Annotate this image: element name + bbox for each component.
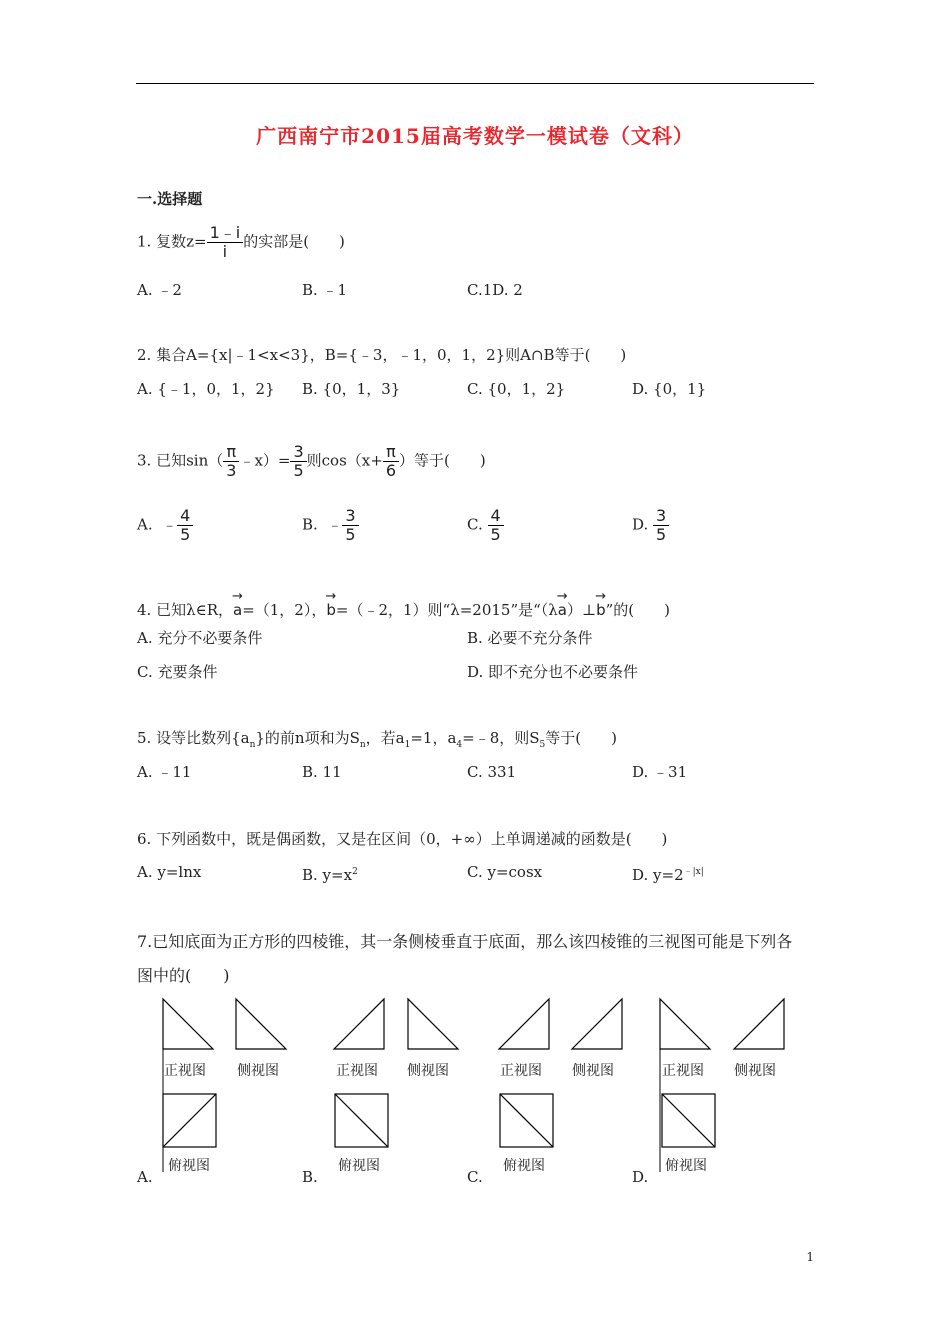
figure-c-front-view [495, 997, 555, 1057]
q7-option-a: A. [137, 1168, 153, 1186]
q2-option-a: A. {﹣1，0，1，2} [137, 380, 275, 398]
q2-option-b: B. {0，1，3} [302, 380, 401, 398]
fraction: $\frac{3}{5}$ [342, 507, 358, 544]
label-side-view: 侧视图 [572, 1063, 614, 1079]
vector-b: → b [326, 596, 336, 620]
figure-b-top-view [332, 1092, 392, 1152]
question-2-stem: 2. 集合A={x|﹣1<x<3}，B={﹣3，﹣1，0，1，2}则A∩B等于( ) [137, 346, 627, 364]
figure-d-side-view [730, 997, 790, 1057]
triangle-shape [499, 999, 549, 1049]
question-7-line-2: 图中的( ) [137, 966, 230, 985]
q6-option-d: D. $y=2^{﹣|x|}$ [632, 866, 704, 884]
triangle-shape [236, 999, 286, 1049]
question-3-stem: 3. 已知sin（ $\frac{\pi}{3}$ ﹣x）= $\frac{3}{5}$ 则cos（x+ $\frac{\pi}{6}$ ）等于( ) [137, 442, 486, 480]
q6-option-c: C. y=cosx [467, 863, 543, 881]
question-1-stem: 1. 复数z= $\frac{1﹣i}{i}$ 的实部是( ) [137, 223, 345, 261]
label-front-view: 正视图 [662, 1063, 704, 1079]
figure-d-front-view [656, 997, 716, 1097]
label-top-view: 俯视图 [338, 1158, 380, 1174]
header-rule [136, 83, 814, 84]
triangle-shape [163, 999, 213, 1049]
fraction: $\frac{3}{5}$ [653, 507, 669, 544]
vector-b: → b [596, 596, 606, 620]
fraction: $\frac{4}{5}$ [177, 507, 193, 544]
question-6-stem: 6. 下列函数中，既是偶函数，又是在区间（0，+∞）上单调递减的函数是( ) [137, 830, 668, 848]
label-front-view: 正视图 [336, 1063, 378, 1079]
page-number: 1 [806, 1250, 814, 1264]
q2-option-d: D. {0，1} [632, 380, 707, 398]
q3-option-b: B. ﹣ $\frac{3}{5}$ [302, 507, 359, 544]
figure-a-front-view [160, 997, 220, 1097]
question-4-stem: 4. 已知λ∈R，→ a=（1，2），→ b=（﹣2，1）则“λ=2015”是“（λ→ a）⊥→ b”的( ) [137, 596, 670, 620]
fraction: $\frac{3}{5}$ [290, 443, 306, 480]
triangle-shape [334, 999, 384, 1049]
page-title: 广西南宁市2015届高考数学一模试卷（文科） [256, 124, 694, 148]
figure-c-top-view [497, 1092, 557, 1152]
figure-c-side-view [568, 997, 628, 1057]
vector-a: → a [233, 596, 242, 620]
vector-a: → a [558, 596, 567, 620]
q1-option-b: B. ﹣1 [302, 281, 348, 299]
q6-option-b: B. $y=x^2$ [302, 866, 358, 884]
figure-b-front-view [330, 997, 390, 1057]
fraction: $\frac{4}{5}$ [488, 507, 504, 544]
question-7-line-1: 7.已知底面为正方形的四棱锥，其一条侧棱垂直于底面，那么该四棱锥的三视图可能是下列各 [137, 932, 793, 951]
label-side-view: 侧视图 [407, 1063, 449, 1079]
label-top-view: 俯视图 [503, 1158, 545, 1174]
label-side-view: 侧视图 [734, 1063, 776, 1079]
q4-option-b: B. 必要不充分条件 [467, 629, 593, 647]
q5-option-d: D. ﹣31 [632, 763, 688, 781]
q7-option-d: D. [632, 1168, 649, 1186]
q7-option-c: C. [467, 1168, 483, 1186]
diagonal-line [335, 1094, 388, 1147]
q4-option-a: A. 充分不必要条件 [137, 629, 263, 647]
q3-option-d: D. $\frac{3}{5}$ [632, 507, 669, 544]
diagonal-line [500, 1094, 553, 1147]
q7-option-b: B. [302, 1168, 318, 1186]
fraction: $\frac{\pi}{3}$ [223, 443, 239, 480]
fraction: $\frac{\pi}{6}$ [383, 443, 399, 480]
label-top-view: 俯视图 [665, 1158, 707, 1174]
label-front-view: 正视图 [500, 1063, 542, 1079]
q2-option-c: C. {0，1，2} [467, 380, 566, 398]
q3-option-a: A. ﹣ $\frac{4}{5}$ [137, 507, 193, 544]
diagonal-line [163, 1094, 216, 1147]
q4-option-d: D. 即不充分也不必要条件 [467, 663, 639, 681]
section-heading: 一.选择题 [137, 190, 203, 208]
label-front-view: 正视图 [164, 1063, 206, 1079]
fraction: $\frac{1﹣i}{i}$ [207, 224, 244, 261]
q5-option-b: B. 11 [302, 763, 342, 781]
question-5-stem: 5. 设等比数列$\{a_n\}$的前n项和为$S_n$，若$a_1=1$，$a_4=﹣8$，则$S_5$等于( ) [137, 729, 617, 750]
q5-option-c: C. 331 [467, 763, 517, 781]
q1-option-c: C.1D. 2 [467, 281, 523, 299]
label-side-view: 侧视图 [237, 1063, 279, 1079]
figure-a-side-view [233, 997, 293, 1057]
triangle-shape [660, 999, 710, 1049]
triangle-shape [572, 999, 622, 1049]
q6-option-a: A. y=lnx [137, 863, 202, 881]
label-top-view: 俯视图 [168, 1158, 210, 1174]
q1-option-a: A. ﹣2 [137, 281, 182, 299]
q3-option-c: C. $\frac{4}{5}$ [467, 507, 504, 544]
diagonal-line [662, 1094, 715, 1147]
triangle-shape [734, 999, 784, 1049]
figure-b-side-view [405, 997, 465, 1057]
q4-option-c: C. 充要条件 [137, 663, 218, 681]
triangle-shape [408, 999, 458, 1049]
q5-option-a: A. ﹣11 [137, 763, 192, 781]
